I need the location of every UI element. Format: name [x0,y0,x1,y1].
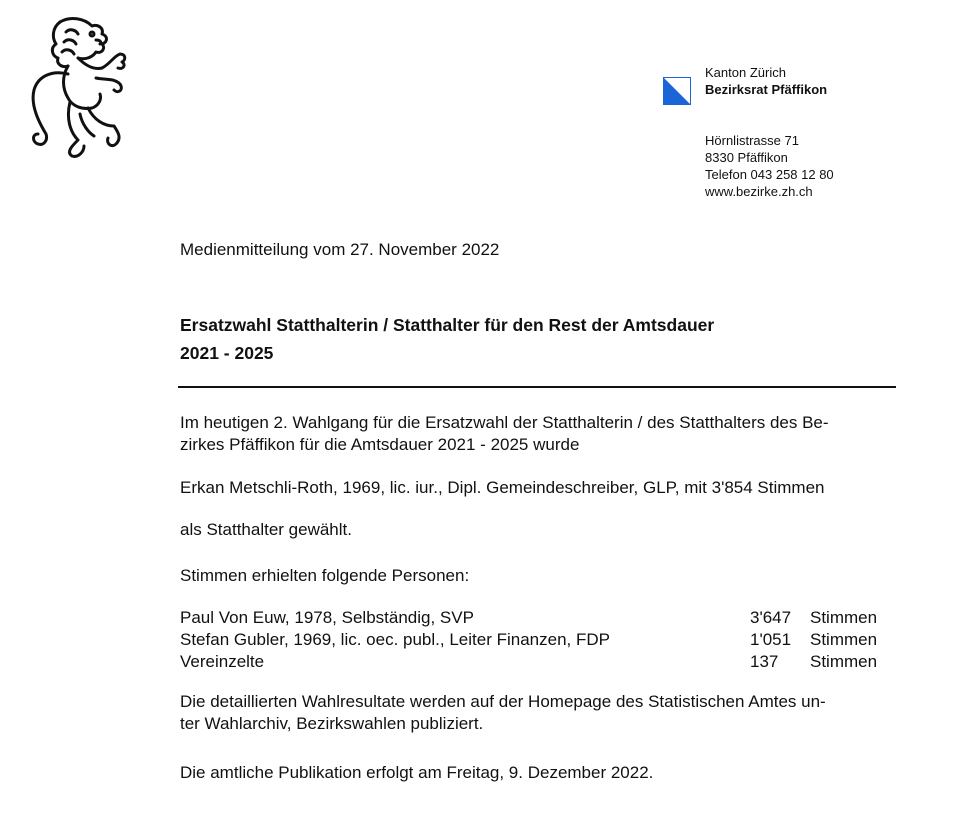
result-row [180,629,886,651]
title-line-1: Ersatzwahl Statthalterin / Statthalter für den Rest der Amtsdauer [180,315,715,335]
intro-line-1: Im heutigen 2. Wahlgang für die Ersatzwahl der Statthalterin / des Statthalters des Be- [180,413,829,432]
votes-unit: Stimmen [810,630,878,649]
title-line-2: 2021 - 2025 [180,343,274,363]
city-address: 8330 Pfäffikon [705,150,788,165]
document-title [180,311,900,367]
address-block [705,132,834,200]
details-line-2: ter Wahlarchiv, Bezirkswahlen publiziert. [180,714,484,733]
authority-name: Bezirksrat Pfäffikon [705,82,828,97]
intro-paragraph [180,412,886,456]
candidate-name: Stefan Gubler, 1969, lic. oec. publ., Leiter Finanzen, FDP [180,630,610,649]
details-line-1: Die detaillierten Wahlresultate werden auf der Homepage des Statistischen Amtes un- [180,692,826,711]
press-release-date: Medienmitteilung vom 27. November 2022 [180,240,500,259]
candidate-votes: 1'051 [750,630,792,649]
result-row [180,651,886,673]
title-divider [178,386,896,388]
results-list [180,607,886,673]
street-address: Hörnlistrasse 71 [705,133,799,148]
publication-note: Die amtliche Publikation erfolgt am Freitag, 9. Dezember 2022. [180,763,654,782]
candidate-votes: 3'647 [750,608,792,627]
elected-person: Erkan Metschli-Roth, 1969, lic. iur., Dipl. Gemeindeschreiber, GLP, mit 3'854 Stimmen [180,478,825,497]
others-intro: Stimmen erhielten folgende Personen: [180,566,470,585]
organization-block [705,64,827,98]
details-paragraph [180,691,886,735]
elected-as: als Statthalter gewählt. [180,520,352,539]
canton-name: Kanton Zürich [705,65,786,80]
votes-unit: Stimmen [810,652,878,671]
intro-line-2: zirkes Pfäffikon für die Amtsdauer 2021 - 2025 wurde [180,435,580,454]
website-link[interactable]: www.bezirke.zh.ch [705,184,813,199]
candidate-name: Vereinzelte [180,652,265,671]
phone-number: Telefon 043 258 12 80 [705,167,834,182]
zurich-lion-icon [22,14,134,162]
candidate-name: Paul Von Euw, 1978, Selbständig, SVP [180,608,474,627]
result-row [180,607,886,629]
votes-unit: Stimmen [810,608,878,627]
zurich-flag-icon [663,77,691,105]
candidate-votes: 137 [750,652,779,671]
